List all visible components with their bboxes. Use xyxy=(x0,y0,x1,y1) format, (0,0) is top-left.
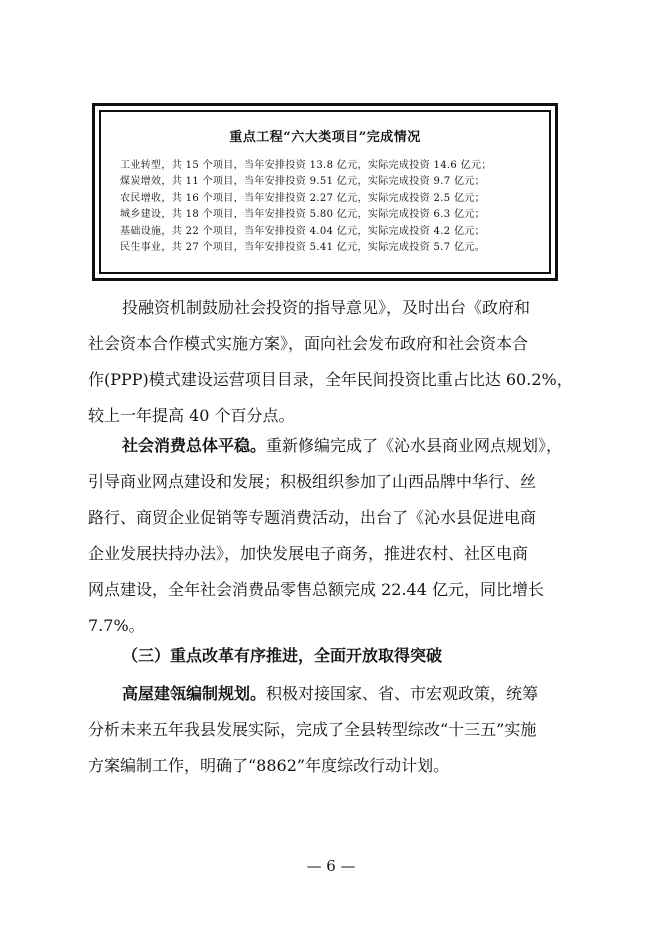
summary-box-title: 重点工程“六大类项目”完成情况 xyxy=(229,130,421,145)
section-heading xyxy=(88,638,574,674)
paragraph-line: 企业发展扶持办法》，加快发展电子商务，推进农村、社区电商 xyxy=(88,544,529,563)
paragraph-first-line xyxy=(88,428,574,464)
summary-box-inner-border xyxy=(99,110,551,274)
summary-box xyxy=(92,103,558,281)
paragraph-line: 方案编制工作，明确了“8862”年度综改行动计划。 xyxy=(88,756,450,775)
paragraph-investment xyxy=(88,290,574,434)
summary-line-coal: 煤炭增效，共 11 个项目，当年安排投资 9.51 亿元，实际完成投资 9.7 亿元； xyxy=(120,176,486,188)
paragraph-lead-heading: 高屋建瓴编制规划。 xyxy=(122,684,267,703)
paragraph-line: 引导商业网点建设和发展；积极组织参加了山西品牌中华行、丝 xyxy=(88,472,537,491)
section-heading-text: （三）重点改革有序推进，全面开放取得突破 xyxy=(122,646,443,665)
summary-box-list xyxy=(120,158,541,256)
summary-line-industry: 工业转型，共 15 个项目，当年安排投资 13.8 亿元，实际完成投资 14.6 亿元； xyxy=(120,160,492,171)
paragraph-line: 较上一年提高 40 个百分点。 xyxy=(88,406,295,425)
paragraph-line: 投融资机制鼓励社会投资的指导意见》，及时出台《政府和 xyxy=(122,298,531,317)
paragraph-line: 网点建设，全年社会消费品零售总额完成 22.44 亿元，同比增长 xyxy=(88,580,544,599)
page-number: — 6 — xyxy=(306,857,356,875)
paragraph-line: 路行、商贸企业促销等专题消费活动，出台了《沁水县促进电商 xyxy=(88,508,537,527)
paragraph-first-line xyxy=(88,676,574,712)
paragraph-lead-heading: 社会消费总体平稳。 xyxy=(122,436,267,455)
paragraph-line: 分析未来五年我县发展实际，完成了全县转型综改“十三五”实施 xyxy=(88,720,537,739)
paragraph-first-line-text: 重新修编完成了《沁水县商业网点规划》， xyxy=(266,436,563,455)
paragraph-first-line-text: 积极对接国家、省、市宏观政策，统筹 xyxy=(266,684,539,703)
paragraph-line: 社会资本合作模式实施方案》，面向社会发布政府和社会资本合 xyxy=(88,334,529,353)
summary-line-urban-rural: 城乡建设，共 18 个项目，当年安排投资 5.80 亿元，实际完成投资 6.3 亿元； xyxy=(120,209,486,221)
summary-line-livelihood: 民生事业，共 27 个项目，当年安排投资 5.41 亿元，实际完成投资 5.7 亿元。 xyxy=(120,242,486,254)
paragraph-consumption xyxy=(88,428,574,644)
paragraph-line: 7.7%。 xyxy=(88,616,145,635)
paragraph-line: 作(PPP)模式建设运营项目目录，全年民间投资比重占比达 60.2%， xyxy=(88,370,573,389)
summary-line-farmers: 农民增收，共 16 个项目，当年安排投资 2.27 亿元，实际完成投资 2.5 亿元； xyxy=(120,192,486,204)
summary-line-infrastructure: 基础设施，共 22 个项目，当年安排投资 4.04 亿元，实际完成投资 4.2 亿元； xyxy=(120,225,486,237)
paragraph-planning xyxy=(88,676,574,784)
